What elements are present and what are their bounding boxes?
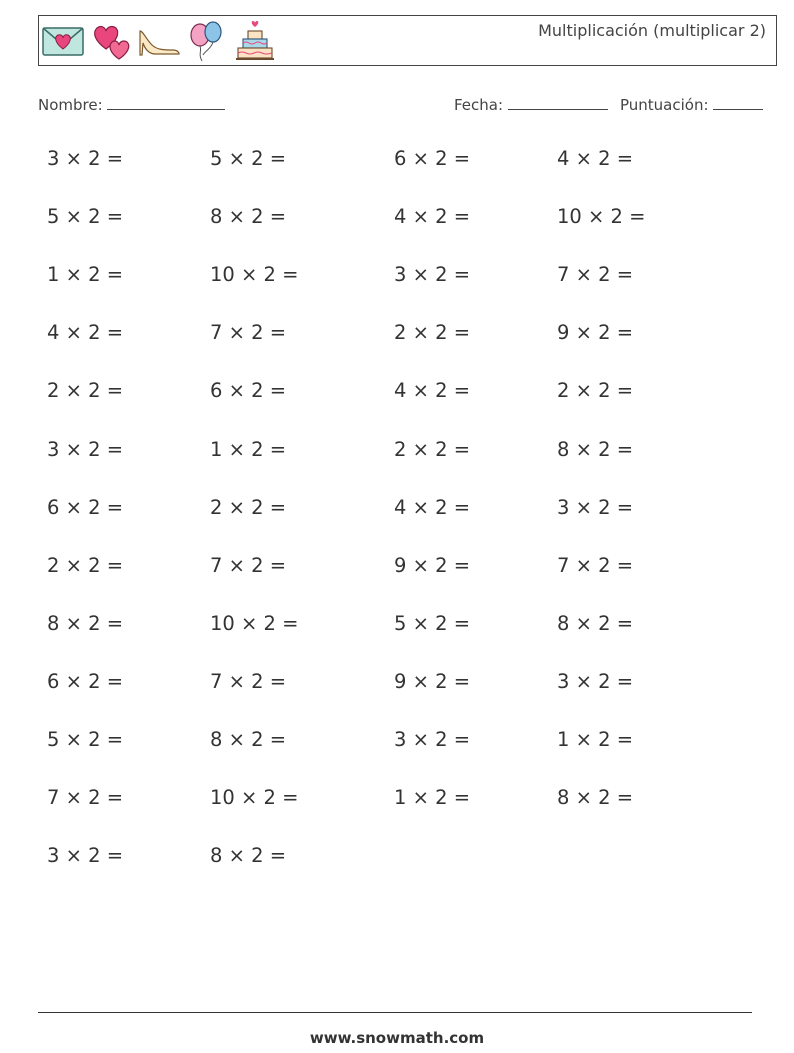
problem-r7-c4: 3 × 2 = — [557, 496, 634, 519]
problem-r5-c1: 2 × 2 = — [47, 379, 124, 402]
problem-r7-c3: 4 × 2 = — [394, 496, 471, 519]
problem-r1-c4: 4 × 2 = — [557, 147, 634, 170]
problem-r1-c3: 6 × 2 = — [394, 147, 471, 170]
problem-r5-c3: 4 × 2 = — [394, 379, 471, 402]
header-icons — [41, 18, 277, 64]
problem-r4-c1: 4 × 2 = — [47, 321, 124, 344]
problem-r6-c3: 2 × 2 = — [394, 438, 471, 461]
footer-website: www.snowmath.com — [309, 1029, 485, 1047]
problem-r8-c1: 2 × 2 = — [47, 554, 124, 577]
problem-r11-c4: 1 × 2 = — [557, 728, 634, 751]
score-field[interactable] — [620, 95, 763, 114]
problem-r2-c2: 8 × 2 = — [210, 205, 287, 228]
problem-r5-c2: 6 × 2 = — [210, 379, 287, 402]
problem-r2-c1: 5 × 2 = — [47, 205, 124, 228]
problem-r8-c2: 7 × 2 = — [210, 554, 287, 577]
problem-r3-c4: 7 × 2 = — [557, 263, 634, 286]
worksheet-title: Multiplicación (multiplicar 2) — [538, 21, 766, 40]
problem-r1-c1: 3 × 2 = — [47, 147, 124, 170]
name-field[interactable] — [38, 95, 225, 114]
problem-r11-c3: 3 × 2 = — [394, 728, 471, 751]
problem-r6-c1: 3 × 2 = — [47, 438, 124, 461]
problem-r7-c1: 6 × 2 = — [47, 496, 124, 519]
problem-r12-c3: 1 × 2 = — [394, 786, 471, 809]
problem-r4-c3: 2 × 2 = — [394, 321, 471, 344]
problem-r13-c2: 8 × 2 = — [210, 844, 287, 867]
problem-r4-c4: 9 × 2 = — [557, 321, 634, 344]
worksheet-header — [38, 15, 777, 66]
name-blank[interactable] — [107, 95, 225, 110]
problem-r12-c1: 7 × 2 = — [47, 786, 124, 809]
problem-r6-c4: 8 × 2 = — [557, 438, 634, 461]
problem-r2-c3: 4 × 2 = — [394, 205, 471, 228]
problem-r13-c1: 3 × 2 = — [47, 844, 124, 867]
problem-r1-c2: 5 × 2 = — [210, 147, 287, 170]
problem-r10-c4: 3 × 2 = — [557, 670, 634, 693]
name-label: Nombre: — [38, 96, 103, 114]
date-field[interactable] — [454, 95, 608, 114]
problem-r6-c2: 1 × 2 = — [210, 438, 287, 461]
problem-r8-c4: 7 × 2 = — [557, 554, 634, 577]
problem-r8-c3: 9 × 2 = — [394, 554, 471, 577]
problem-r11-c2: 8 × 2 = — [210, 728, 287, 751]
problem-r3-c2: 10 × 2 = — [210, 263, 299, 286]
problem-r11-c1: 5 × 2 = — [47, 728, 124, 751]
problem-r2-c4: 10 × 2 = — [557, 205, 646, 228]
high-heel-shoe-icon — [137, 19, 181, 63]
problem-r3-c1: 1 × 2 = — [47, 263, 124, 286]
wedding-cake-icon — [233, 19, 277, 63]
hearts-icon — [89, 19, 133, 63]
date-blank[interactable] — [508, 95, 608, 110]
problem-r9-c2: 10 × 2 = — [210, 612, 299, 635]
love-letter-icon — [41, 19, 85, 63]
problem-r9-c4: 8 × 2 = — [557, 612, 634, 635]
balloons-icon — [185, 19, 229, 63]
problem-r3-c3: 3 × 2 = — [394, 263, 471, 286]
problem-r5-c4: 2 × 2 = — [557, 379, 634, 402]
problem-r12-c2: 10 × 2 = — [210, 786, 299, 809]
score-blank[interactable] — [713, 95, 763, 110]
problem-r9-c1: 8 × 2 = — [47, 612, 124, 635]
problem-r4-c2: 7 × 2 = — [210, 321, 287, 344]
problem-r10-c3: 9 × 2 = — [394, 670, 471, 693]
footer-divider — [38, 1012, 752, 1013]
date-label: Fecha: — [454, 96, 504, 114]
problem-r10-c2: 7 × 2 = — [210, 670, 287, 693]
score-label: Puntuación: — [620, 96, 709, 114]
problem-r9-c3: 5 × 2 = — [394, 612, 471, 635]
problem-r7-c2: 2 × 2 = — [210, 496, 287, 519]
problem-r12-c4: 8 × 2 = — [557, 786, 634, 809]
problem-r10-c1: 6 × 2 = — [47, 670, 124, 693]
